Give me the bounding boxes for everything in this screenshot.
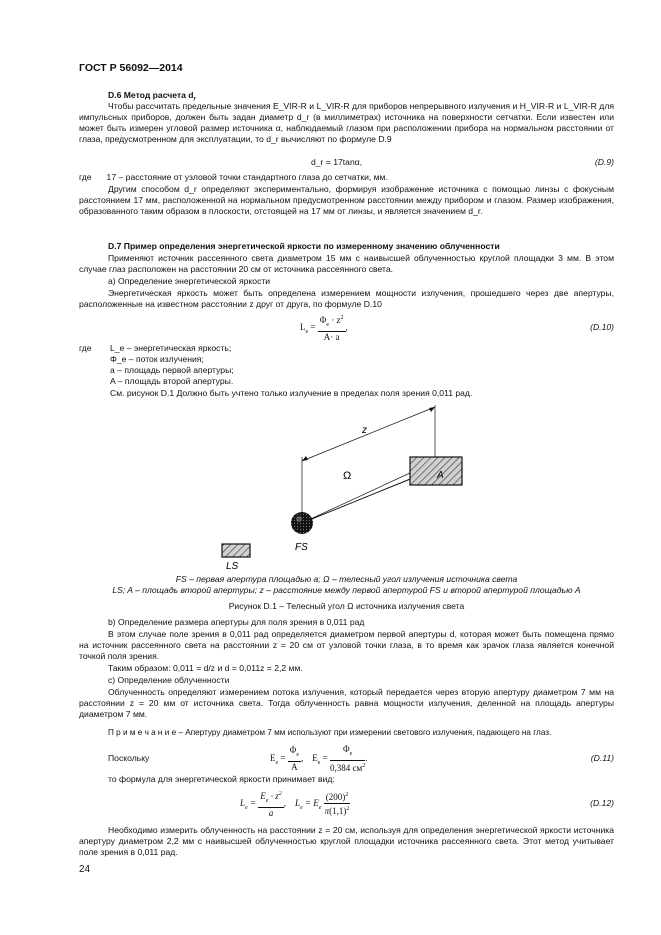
figure-legend-1: FS – первая апертура площадью a; Ω – телесный угол излучения источника света	[175, 574, 518, 584]
formula-d12-number: (D.12)	[590, 798, 614, 808]
page-number: 24	[79, 864, 91, 875]
label-z: z	[362, 425, 367, 436]
figure-reference: См. рисунок D.1 Должно быть учтено только излучение в пределах поля зрения 0,011 рад.	[110, 388, 473, 398]
definitions-list	[110, 343, 234, 387]
section-d7-title: D.7 Пример определения энергетической яркости по измеренному значению облученности	[108, 241, 500, 251]
fs-highlight	[296, 516, 302, 522]
label-omega: Ω	[343, 470, 352, 482]
d7-paragraph-1: Применяют источник рассеянного света диаметром 15 мм с наивысшей облученностью круглой площадки 3 мм. В этом случае глаз расположен на расстоянии 20 см от источника рассеянного света.	[79, 253, 614, 274]
section-d6-title-text: D.6 Метод расчета d	[108, 90, 194, 100]
label-ls: LS	[226, 561, 239, 572]
list-item: A – площадь второй апертуры.	[110, 376, 234, 386]
note: П р и м е ч а н и е – Апертуру диаметром 7 мм используют при измерении светового излучения, падающего на глаз.	[108, 728, 552, 737]
formula-d12: $L_e$ = $\frac{E_e \cdot z^2}{a}$ , $L_e = E_e$ $\frac{(200)^2}{\pi(1,1)^2}$	[240, 791, 350, 818]
fs-aperture-sphere	[291, 512, 313, 534]
aperture-a-box	[410, 457, 462, 485]
formula-d11: $E_e$ = $\frac{\Phi_e}{A}$ , $E_e$ = $\frac{\Phi_e}{0,384 см^2}$ .	[270, 744, 368, 773]
final-paragraph: Необходимо измерить облученность на расстоянии z = 20 см, используя для определения энергетической яркости источника апертуру диаметром 2,2 мм с наивысшей облученностью круглой площадки источника рассеянного света. Этот метод учитывает поле зрения в 0,011 рад.	[79, 825, 614, 857]
subsection-c-title: c) Определение облученности	[108, 675, 230, 685]
figure-legend-2: LS; A – площадь второй апертуры; z – расстояние между первой апертурой FS и второй апертурой площадью A	[112, 585, 581, 595]
where-label-2: где	[79, 343, 92, 353]
a-paragraph: Энергетическая яркость может быть определена измерением мощности излучения, прошедшего через две апертуры, расположенные на известном расстоянии z друг от друга, по формуле D.10	[79, 288, 614, 309]
c-paragraph: Облученность определяют измерением потока излучения, который передается через вторую апертуру диаметром 7 мм на расстоянии z = 20 мм от источника света. Тогда облученность равна мощности излучения, деленной на площадь апертуры диаметром 7 мм.	[79, 687, 614, 719]
d6-paragraph-2: Другим способом d_r определяют экспериментально, формируя изображение источника с помощью линзы с фокусным расстоянием 17 мм, расположенной на нормальном предусмотренном расстоянии между прибором и глазом. Размер изображения, образованного таким образом в плоскости, отстоящей на 17 мм от линзы, и является значением d_r.	[79, 184, 614, 216]
subsection-b-title: b) Определение размера апертуры для поля зрения в 0,011 рад	[108, 617, 365, 627]
cone-line	[302, 473, 410, 523]
formula-d10-number: (D.10)	[590, 322, 614, 332]
d6-paragraph-1: Чтобы рассчитать предельные значения E_VIR-R и L_VIR-R для приборов непрерывного излучения и H_VIR-R и L_VIR-R для импульсных приборов, должен быть задан диаметр d_r (в миллиметрах) источника на поверхности сетчатки. Если известен или может быть измерен угловой размер источника α, наблюдаемый глазом при расположении прибора на нормальном расстоянии от глаза, предусмотренном для эксплуатации, то d_r вычисляют по формуле D.9	[79, 101, 614, 144]
formula-d9: d_r = 17tanα,	[311, 157, 363, 167]
section-d6-title-sub: r	[193, 96, 196, 103]
figure-caption: Рисунок D.1 – Телесный угол Ω источника излучения света	[228, 601, 465, 611]
z-arrowhead	[429, 407, 435, 412]
z-arrowhead	[302, 456, 308, 461]
formula-d10: $L_e$ = $\frac{\Phi_e \cdot z^2}{A\cdot a}$ ,	[300, 315, 348, 342]
then-text: то формула для энергетической яркости принимает вид:	[108, 774, 335, 784]
b-paragraph: В этом случае поле зрения в 0,011 рад определяется диаметром первой апертуры d, которая может быть помещена прямо на источник рассеянного света на расстоянии z = 20 см от узловой точки глаза, в то время как зрачок глаза является конечной точкой поля зрения.	[79, 629, 614, 661]
formula-d9-number: (D.9)	[594, 157, 614, 167]
list-item: Φ_e – поток излучения;	[110, 354, 204, 364]
document-header: ГОСТ Р 56092—2014	[79, 62, 183, 74]
where-label: где	[79, 172, 92, 182]
formula-d11-number: (D.11)	[590, 753, 614, 763]
since-label: Поскольку	[108, 753, 150, 763]
list-item: L_e – энергетическая яркость;	[110, 343, 232, 353]
list-item: a – площадь первой апертуры;	[110, 365, 234, 375]
label-a: A	[437, 470, 444, 481]
where-text: 17 – расстояние от узловой точки стандартного глаза до сетчатки, мм.	[106, 172, 388, 182]
ls-source-box	[222, 544, 250, 557]
figure-d1	[200, 405, 500, 575]
subsection-a-title: a) Определение энергетической яркости	[108, 276, 271, 286]
label-fs: FS	[295, 542, 308, 553]
z-arrow	[302, 407, 435, 461]
b-calculation: Таким образом: 0,011 = d/z и d = 0,011z = 2,2 мм.	[108, 663, 303, 673]
